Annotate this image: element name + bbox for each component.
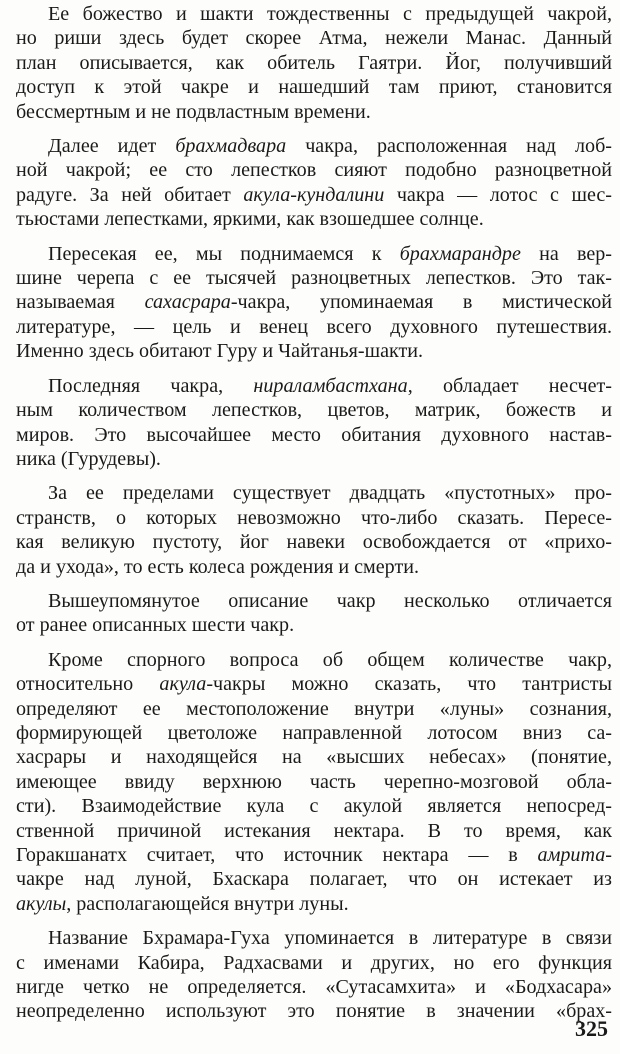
text-run: относительно xyxy=(16,673,160,696)
text-run: да и ухода», то есть колеса рождения и смерти. xyxy=(16,555,420,578)
paragraph xyxy=(16,134,612,232)
text-run: имеющее ввиду верхнюю часть черепно-мозговой обла- xyxy=(16,770,612,793)
italic-term: брахмарандре xyxy=(399,242,521,265)
text-line xyxy=(16,339,612,363)
italic-term: акула-кундалини xyxy=(243,183,385,206)
text-line xyxy=(16,158,612,182)
page-number: 325 xyxy=(575,1016,608,1041)
text-line xyxy=(16,447,612,471)
text-line xyxy=(16,770,612,794)
text-run: бессмертным и не подвластным времени. xyxy=(16,100,371,123)
text-run: называемая xyxy=(16,291,145,314)
text-line xyxy=(16,819,612,843)
text-line xyxy=(16,374,612,398)
text-run: Кроме спорного вопроса об общем количестве чакр, xyxy=(48,648,612,671)
text-run: За ее пределами существует двадцать «пустотных» про- xyxy=(48,482,612,505)
text-line xyxy=(16,398,612,422)
text-run: Пересекая ее, мы поднимаемся к xyxy=(48,242,400,265)
text-line xyxy=(16,672,612,696)
text-line xyxy=(16,51,612,75)
text-run: чакра — лотос с шес- xyxy=(384,183,612,206)
text-line xyxy=(16,721,612,745)
text-line xyxy=(16,75,612,99)
text-run: - xyxy=(605,844,612,866)
italic-term: акула xyxy=(159,673,207,696)
text-run: Название Бхрамара-Гуха упоминается в литературе в связи xyxy=(48,927,612,950)
text-line xyxy=(16,315,612,339)
text-run: Последняя чакра, xyxy=(48,374,254,397)
italic-term: брахмадвара xyxy=(175,135,287,158)
text-run: Ее божество и шакти тождественны с предыдущей чакрой, xyxy=(48,3,612,25)
text-line xyxy=(16,975,612,999)
text-line xyxy=(16,530,612,554)
text-line xyxy=(16,794,612,818)
text-line xyxy=(16,613,612,637)
text-run: хасрары и находящейся на «высших небесах» (понятие, xyxy=(16,746,612,769)
text-run: ным количеством лепестков, цветов, матрик, божеств и xyxy=(16,399,612,422)
paragraph xyxy=(16,481,612,579)
text-run: план описывается, как обитель Гаятри. Йог, получивший xyxy=(16,51,612,74)
text-line xyxy=(16,843,612,867)
text-run: от ранее описанных шести чакр. xyxy=(16,614,295,637)
text-run: тьюстами лепестками, яркими, как взошедшее солнце. xyxy=(16,208,484,231)
text-line xyxy=(16,2,612,26)
text-run: ника (Гурудевы). xyxy=(16,447,161,470)
text-line xyxy=(16,506,612,530)
text-line xyxy=(16,290,612,314)
paragraph xyxy=(16,242,612,364)
text-line xyxy=(16,867,612,891)
paragraph xyxy=(16,589,612,638)
text-run: ственной причиной истекания нектара. В то время, как xyxy=(16,819,612,842)
text-run: литературе, — цель и венец всего духовного путешествия. xyxy=(16,315,612,338)
text-run: чакре над луной, Бхаскара полагает, что он истекает из xyxy=(16,868,612,891)
text-line xyxy=(16,242,612,266)
text-run: но риши здесь будет скорее Атма, нежели Манас. Данный xyxy=(16,27,612,50)
text-line xyxy=(16,697,612,721)
text-run: странств, о которых невозможно что-либо сказать. Пересе- xyxy=(16,506,612,529)
text-run: Вышеупомянутое описание чакр несколько отличается xyxy=(48,589,612,612)
italic-term: акулы xyxy=(16,892,67,915)
text-line xyxy=(16,266,612,290)
text-line xyxy=(16,423,612,447)
text-run: кая великую пустоту, йог навеки освобождается от «прихо- xyxy=(16,531,612,554)
body-text xyxy=(16,2,612,1024)
text-run: -чакра, упоминаемая в мистической xyxy=(230,291,612,314)
text-line xyxy=(16,589,612,613)
text-run: , располагающейся внутри луны. xyxy=(66,892,349,915)
text-line xyxy=(16,892,612,916)
text-line xyxy=(16,26,612,50)
text-run: доступ к этой чакре и нашедший там приют, становится xyxy=(16,76,612,99)
text-run: сти). Взаимодействие кула с акулой является непосред- xyxy=(16,795,612,818)
italic-term: амрита xyxy=(537,844,606,866)
text-run: шине черепа с ее тысячей разноцветных лепестков. Это так- xyxy=(16,267,612,290)
text-line xyxy=(16,745,612,769)
paragraph xyxy=(16,2,612,124)
italic-term: нираламбастхана xyxy=(253,374,408,397)
text-line xyxy=(16,555,612,579)
paragraph xyxy=(16,374,612,472)
text-run: , обладает несчет- xyxy=(407,374,612,397)
text-run: Горакшанатх считает, что источник нектара — в xyxy=(16,844,538,866)
paragraph xyxy=(16,648,612,916)
text-line xyxy=(16,999,612,1023)
text-line xyxy=(16,100,612,124)
text-run: неопределенно используют это понятие в значении «брах- xyxy=(16,1000,612,1023)
italic-term: сахасрара xyxy=(144,291,231,314)
text-line xyxy=(16,926,612,950)
text-run: ной чакрой; ее сто лепестков сияют подобно разноцветной xyxy=(16,159,612,182)
text-line xyxy=(16,207,612,231)
paragraph xyxy=(16,926,612,1024)
text-run: радуге. За ней обитает xyxy=(16,183,244,206)
text-run: с именами Кабира, Радхасвами и других, но его функция xyxy=(16,951,612,974)
text-run: чакра, расположенная над лоб- xyxy=(286,135,612,158)
text-run: Именно здесь обитают Гуру и Чайтанья-шакти. xyxy=(16,340,424,363)
text-run: Далее идет xyxy=(48,135,176,158)
text-run: формирующей цветоложе направленной лотосом вниз са- xyxy=(16,721,612,744)
text-run: -чакры можно сказать, что тантристы xyxy=(206,673,612,696)
text-line xyxy=(16,134,612,158)
text-run: на вер- xyxy=(520,242,612,265)
text-line xyxy=(16,648,612,672)
text-run: нигде четко не определяется. «Сутасамхита» и «Бодхасара» xyxy=(16,976,612,999)
text-line xyxy=(16,481,612,505)
text-run: определяют ее местоположение внутри «луны» сознания, xyxy=(16,697,612,720)
text-line xyxy=(16,951,612,975)
text-line xyxy=(16,183,612,207)
text-run: миров. Это высочайшее место обитания духовного настав- xyxy=(16,423,612,446)
